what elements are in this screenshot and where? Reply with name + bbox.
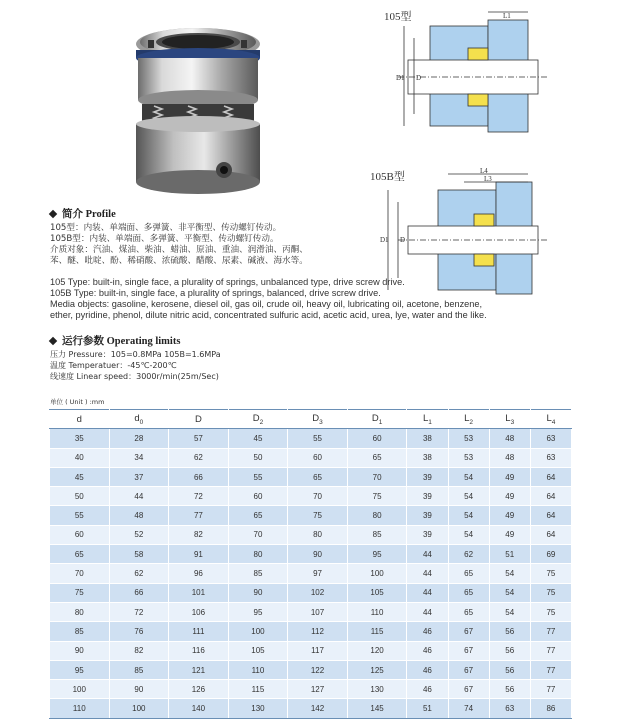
table-cell: 39 [407,467,448,486]
table-cell: 77 [530,680,571,699]
table-cell: 53 [448,448,489,467]
table-cell: 90 [50,641,110,660]
table-cell: 67 [448,641,489,660]
profile-en-line: ether, pyridine, phenol, dilute nitric acid, concentrated sulfuric acid, acetic acid, urea, lye, water and the like. [50,310,487,320]
table-cell: 90 [288,545,348,564]
table-cell: 100 [228,622,288,641]
table-cell: 54 [448,506,489,525]
table-cell: 76 [109,622,169,641]
table-cell: 100 [50,680,110,699]
profile-en-line: Media objects: gasoline, kerosene, diesel oil, gas oil, crude oil, heavy oil, lubricating oil, acetone, benzene, [50,299,483,309]
table-cell: 95 [347,545,407,564]
table-row [50,641,572,660]
table-cell: 101 [169,583,229,602]
table-cell: 64 [530,525,571,544]
table-cell: 111 [169,622,229,641]
table-cell: 62 [109,564,169,583]
table-row [50,429,572,448]
table-cell: 90 [228,583,288,602]
diagram-105b-label: 105B型 [370,171,405,183]
column-header: $D_3$ [288,410,348,429]
table-cell: 70 [228,525,288,544]
table-cell: 145 [347,699,407,718]
table-cell: 130 [228,699,288,718]
table-row [50,660,572,679]
diagram-105-label: 105型 [384,11,412,23]
table-cell: 121 [169,660,229,679]
table-cell: 54 [489,583,530,602]
table-row [50,622,572,641]
column-header: $D_2$ [228,410,288,429]
profile-en-text [50,277,487,321]
table-cell: 44 [407,564,448,583]
table-cell: 54 [448,487,489,506]
table-cell: 66 [169,467,229,486]
table-body [50,429,572,718]
mechanical-seal-photo [108,20,288,196]
table-cell: 46 [407,680,448,699]
table-cell: 70 [50,564,110,583]
table-cell: 110 [228,660,288,679]
table-cell: 48 [489,429,530,448]
limits-title [50,333,180,348]
unit-label: 单位 ( Unit ) :mm [50,398,105,406]
column-header: $L_4$ [530,410,571,429]
table-cell: 49 [489,506,530,525]
profile-title-text: 简介 Profile [62,209,116,220]
table-cell: 67 [448,622,489,641]
table-cell: 46 [407,622,448,641]
svg-text:L1: L1 [503,12,511,20]
profile-cn-line: 105型：内装、单端面、多弹簧、非平衡型、传动螺钉传动。 [50,223,282,233]
svg-text:L3: L3 [484,175,492,183]
table-cell: 52 [109,525,169,544]
profile-cn-line: 苯、醚、吡啶、酚、稀硝酸、浓硫酸、醋酸、尿素、碱液、海水等。 [50,256,308,266]
table-cell: 85 [228,564,288,583]
table-cell: 67 [448,680,489,699]
column-header: $L_3$ [489,410,530,429]
table-row [50,448,572,467]
table-cell: 50 [50,487,110,506]
table-cell: 54 [448,525,489,544]
table-cell: 49 [489,525,530,544]
table-cell: 49 [489,467,530,486]
table-row [50,487,572,506]
table-cell: 74 [448,699,489,718]
table-cell: 117 [288,641,348,660]
table-cell: 127 [288,680,348,699]
table-cell: 51 [407,699,448,718]
table-cell: 34 [109,448,169,467]
table-cell: 57 [169,429,229,448]
table-cell: 44 [407,583,448,602]
table-cell: 115 [347,622,407,641]
table-cell: 122 [288,660,348,679]
table-cell: 75 [530,564,571,583]
svg-text:D1: D1 [380,236,389,244]
table-cell: 86 [530,699,571,718]
table-cell: 60 [50,525,110,544]
table-cell: 100 [109,699,169,718]
table-cell: 75 [530,602,571,621]
table-cell: 126 [169,680,229,699]
table-cell: 65 [448,564,489,583]
table-cell: 70 [347,467,407,486]
table-cell: 46 [407,660,448,679]
table-cell: 82 [169,525,229,544]
table-cell: 65 [448,602,489,621]
table-cell: 63 [530,448,571,467]
table-cell: 56 [489,660,530,679]
table-cell: 77 [530,641,571,660]
table-cell: 55 [288,429,348,448]
table-cell: 85 [109,660,169,679]
table-cell: 65 [347,448,407,467]
table-cell: 72 [169,487,229,506]
table-cell: 39 [407,487,448,506]
table-cell: 35 [50,429,110,448]
table-row [50,545,572,564]
table-cell: 65 [448,583,489,602]
table-cell: 44 [407,545,448,564]
column-header: D [169,410,229,429]
table-cell: 80 [288,525,348,544]
table-cell: 75 [530,583,571,602]
table-cell: 95 [228,602,288,621]
table-cell: 44 [109,487,169,506]
table-cell: 75 [50,583,110,602]
table-cell: 70 [288,487,348,506]
table-cell: 55 [50,506,110,525]
table-cell: 56 [489,680,530,699]
table-cell: 62 [448,545,489,564]
limits-title-text: 运行参数 Operating limits [62,336,181,347]
table-cell: 106 [169,602,229,621]
table-cell: 72 [109,602,169,621]
table-cell: 110 [50,699,110,718]
limits-line: 温度 Temperatuer：-45℃-200℃ [50,361,177,370]
cross-section-diagram-105 [368,8,560,148]
column-header: $L_1$ [407,410,448,429]
table-cell: 45 [228,429,288,448]
table-cell: 82 [109,641,169,660]
table-cell: 38 [407,429,448,448]
diamond-bullet-icon [49,209,57,217]
table-cell: 51 [489,545,530,564]
svg-text:D1: D1 [396,74,405,82]
table-cell: 38 [407,448,448,467]
table-cell: 65 [228,506,288,525]
table-cell: 45 [50,467,110,486]
profile-cn-text [50,223,308,267]
table-cell: 142 [288,699,348,718]
table-cell: 60 [288,448,348,467]
table-cell: 85 [347,525,407,544]
table-cell: 140 [169,699,229,718]
table-cell: 96 [169,564,229,583]
table-cell: 100 [347,564,407,583]
column-header: $L_2$ [448,410,489,429]
table-cell: 63 [489,699,530,718]
table-cell: 64 [530,506,571,525]
table-cell: 54 [489,564,530,583]
table-cell: 49 [489,487,530,506]
table-cell: 112 [288,622,348,641]
profile-cn-line: 105B型：内装、单端面、多弹簧、平衡型、传动螺钉传动。 [50,234,279,244]
table-cell: 69 [530,545,571,564]
table-cell: 48 [109,506,169,525]
table-cell: 107 [288,602,348,621]
table-header-row [50,410,572,429]
profile-title [50,206,116,221]
table-cell: 105 [228,641,288,660]
column-header: $d_0$ [109,410,169,429]
table-cell: 91 [169,545,229,564]
table-row [50,680,572,699]
table-cell: 39 [407,525,448,544]
table-cell: 75 [288,506,348,525]
limits-line: 压力 Pressure：105=0.8MPa 105B=1.6MPa [50,350,221,359]
table-cell: 80 [228,545,288,564]
table-cell: 40 [50,448,110,467]
table-cell: 48 [489,448,530,467]
svg-text:D: D [416,74,422,82]
limits-text [50,349,221,382]
svg-text:D: D [400,236,406,244]
table-cell: 65 [288,467,348,486]
table-cell: 90 [109,680,169,699]
table-row [50,699,572,718]
table-cell: 62 [169,448,229,467]
table-cell: 37 [109,467,169,486]
table-row [50,602,572,621]
table-cell: 60 [347,429,407,448]
column-header: $D_1$ [347,410,407,429]
table-cell: 115 [228,680,288,699]
table-row [50,525,572,544]
table-cell: 110 [347,602,407,621]
svg-text:L4: L4 [480,167,488,175]
table-cell: 97 [288,564,348,583]
table-row [50,564,572,583]
table-cell: 66 [109,583,169,602]
limits-line: 线速度 Linear speed：3000r/min(25m/Sec) [50,372,219,381]
table-cell: 102 [288,583,348,602]
table-cell: 54 [489,602,530,621]
table-cell: 28 [109,429,169,448]
table-cell: 56 [489,622,530,641]
table-cell: 77 [530,660,571,679]
table-cell: 64 [530,487,571,506]
table-cell: 44 [407,602,448,621]
table-cell: 80 [50,602,110,621]
table-cell: 85 [50,622,110,641]
table-cell: 56 [489,641,530,660]
column-header: d [50,410,110,429]
table-cell: 64 [530,467,571,486]
table-cell: 75 [347,487,407,506]
table-cell: 39 [407,506,448,525]
diamond-bullet-icon [49,336,57,344]
table-cell: 53 [448,429,489,448]
table-cell: 105 [347,583,407,602]
table-cell: 50 [228,448,288,467]
table-cell: 58 [109,545,169,564]
table-cell: 46 [407,641,448,660]
table-cell: 54 [448,467,489,486]
table-cell: 80 [347,506,407,525]
table-row [50,583,572,602]
table-cell: 77 [169,506,229,525]
table-cell: 130 [347,680,407,699]
table-cell: 120 [347,641,407,660]
table-cell: 125 [347,660,407,679]
table-cell: 55 [228,467,288,486]
table-cell: 67 [448,660,489,679]
table-cell: 95 [50,660,110,679]
table-row [50,467,572,486]
table-cell: 116 [169,641,229,660]
profile-cn-line: 介质对象：汽油、煤油、柴油、蜡油、原油、重油、润滑油、丙酮、 [50,245,308,255]
table-cell: 77 [530,622,571,641]
spec-table [49,409,572,719]
table-cell: 65 [50,545,110,564]
profile-en-line: 105 Type: built-in, single face, a plurality of springs, unbalanced type, drive screw drive. [50,277,405,287]
profile-en-line: 105B Type: built-in, single face, a plurality of springs, balanced, drive screw drive. [50,288,381,298]
table-cell: 63 [530,429,571,448]
table-row [50,506,572,525]
table-cell: 60 [228,487,288,506]
